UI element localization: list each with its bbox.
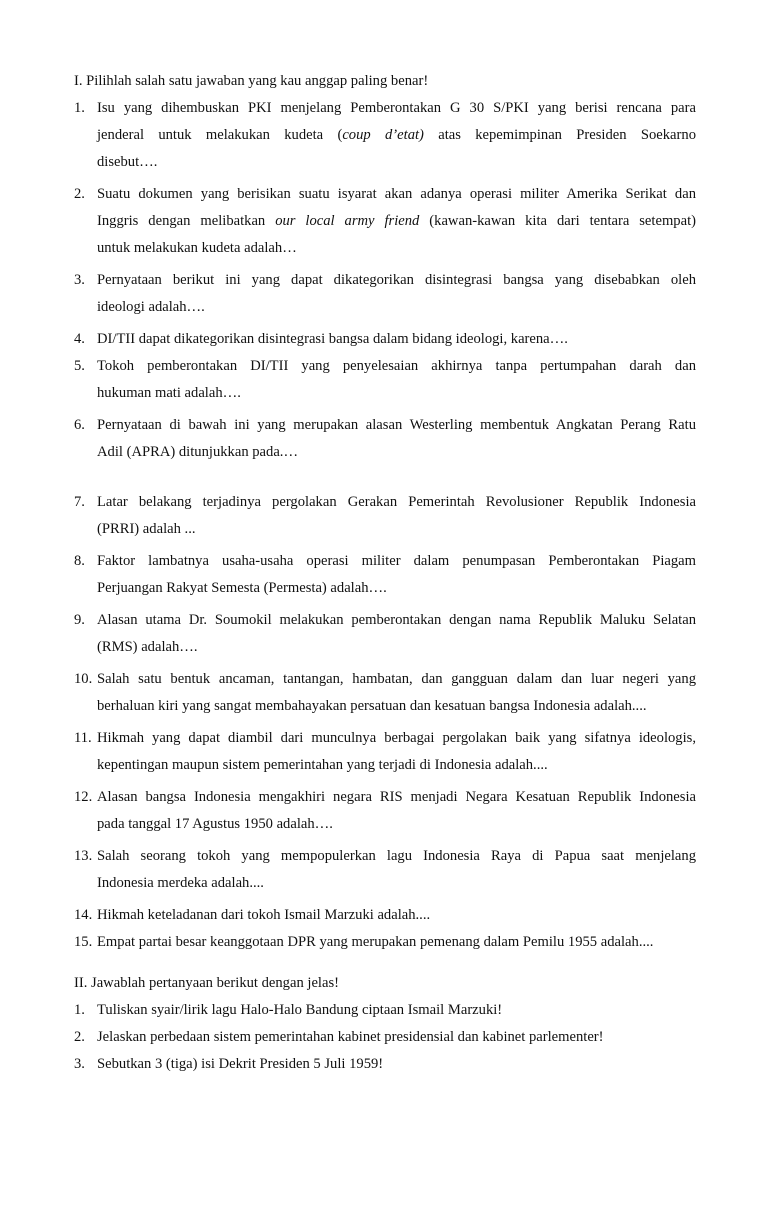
question-number: 10. [74, 671, 93, 687]
section-1-question-5 [74, 353, 696, 407]
question-text-line [97, 353, 696, 380]
text-run: Sebutkan 3 (tiga) isi Dekrit Presiden 5 Juli 1959! [97, 1056, 384, 1072]
text-run: Pernyataan di bawah ini yang merupakan alasan Westerling membentuk Angkatan Perang Ratu [97, 417, 696, 433]
section-1-question-9 [74, 607, 696, 661]
question-text-line [97, 122, 696, 149]
text-run: Alasan bangsa Indonesia mengakhiri negara RIS menjadi Negara Kesatuan Republik Indonesia [97, 789, 696, 805]
text-run: disebut…. [97, 154, 158, 170]
question-text-line [97, 294, 696, 321]
question-text-line [97, 906, 696, 924]
section-1-question-10 [74, 666, 696, 720]
question-text-line [97, 870, 696, 897]
text-run: Faktor lambatnya usaha-usaha operasi militer dalam penumpasan Pemberontakan Piagam [97, 553, 696, 569]
section-1-question-8 [74, 548, 696, 602]
question-number: 3. [74, 272, 85, 288]
question-text-line [97, 412, 696, 439]
question-number: 6. [74, 417, 85, 433]
section-1-heading: I. Pilihlah salah satu jawaban yang kau anggap paling benar! [74, 73, 429, 89]
question-text-line [97, 548, 696, 575]
section-1-question-14 [74, 906, 696, 924]
question-text-line [97, 933, 696, 951]
text-run: pada tanggal 17 Agustus 1950 adalah…. [97, 816, 333, 832]
text-run: Hikmah yang dapat diambil dari munculnya berbagai pergolakan baik yang sifatnya ideologis, [97, 730, 696, 746]
question-text-line [97, 1055, 696, 1073]
text-run: Tokoh pemberontakan DI/TII yang penyelesaian akhirnya tanpa pertumpahan darah dan [97, 358, 696, 374]
text-run: Tuliskan syair/lirik lagu Halo-Halo Bandung ciptaan Ismail Marzuki! [97, 1002, 503, 1018]
section-1-question-1 [74, 95, 696, 176]
question-text-line [97, 843, 696, 870]
text-run: ideologi adalah…. [97, 299, 205, 315]
question-text-line [97, 516, 696, 543]
text-run: Salah satu bentuk ancaman, tantangan, hambatan, dan gangguan dalam dan luar negeri yang [97, 671, 696, 687]
question-number: 2. [74, 186, 85, 202]
section-1-question-4 [74, 330, 696, 348]
text-run: untuk melakukan kudeta adalah… [97, 240, 297, 256]
section-1-question-2 [74, 181, 696, 262]
question-text-line [97, 725, 696, 752]
question-number: 2. [74, 1029, 85, 1045]
italic-term: coup d’etat) [342, 127, 424, 143]
text-run: Jelaskan perbedaan sistem pemerintahan kabinet presidensial dan kabinet parlementer! [97, 1029, 604, 1045]
text-run: Empat partai besar keanggotaan DPR yang merupakan pemenang dalam Pemilu 1955 adalah.... [97, 934, 654, 950]
question-number: 3. [74, 1056, 85, 1072]
question-text-line [97, 634, 696, 661]
question-text-line [97, 693, 696, 720]
question-number: 13. [74, 848, 93, 864]
question-text-line [97, 149, 696, 176]
section-1-question-list [74, 95, 696, 951]
section-1-question-12 [74, 784, 696, 838]
question-text-line [97, 380, 696, 407]
question-text-line [97, 575, 696, 602]
section-spacer [74, 960, 696, 974]
text-run: Hikmah keteladanan dari tokoh Ismail Marzuki adalah.... [97, 907, 431, 923]
question-text-line [97, 784, 696, 811]
question-number: 11. [74, 730, 92, 746]
text-run: Suatu dokumen yang berisikan suatu isyarat akan adanya operasi militer Amerika Serikat dan [97, 186, 696, 202]
text-run: (RMS) adalah…. [97, 639, 198, 655]
question-number: 5. [74, 358, 85, 374]
text-run: DI/TII dapat dikategorikan disintegrasi bangsa dalam bidang ideologi, karena…. [97, 331, 568, 347]
section-1-question-13 [74, 843, 696, 897]
text-run: kepentingan maupun sistem pemerintahan yang terjadi di Indonesia adalah.... [97, 757, 548, 773]
section-1-question-15 [74, 933, 696, 951]
text-run: Latar belakang terjadinya pergolakan Gerakan Pemerintah Revolusioner Republik Indonesia [97, 494, 696, 510]
text-run: Perjuangan Rakyat Semesta (Permesta) adalah…. [97, 580, 387, 596]
question-text-line [97, 1028, 696, 1046]
question-number: 7. [74, 494, 85, 510]
text-run: Pernyataan berikut ini yang dapat dikategorikan disintegrasi bangsa yang disebabkan oleh [97, 272, 696, 288]
section-2-question-3 [74, 1055, 696, 1073]
question-number: 12. [74, 789, 93, 805]
text-run: Inggris dengan melibatkan [97, 213, 276, 229]
section-1-question-7 [74, 489, 696, 543]
question-text-line [97, 489, 696, 516]
question-number: 1. [74, 100, 85, 116]
question-number: 8. [74, 553, 85, 569]
text-run: Alasan utama Dr. Soumokil melakukan pemberontakan dengan nama Republik Maluku Selatan [97, 612, 696, 628]
document-content [74, 72, 696, 1082]
question-number: 14. [74, 907, 93, 923]
question-text-line [97, 811, 696, 838]
question-number: 15. [74, 934, 93, 950]
text-run: Adil (APRA) ditunjukkan pada.… [97, 444, 299, 460]
section-1-question-3 [74, 267, 696, 321]
section-1-question-11 [74, 725, 696, 779]
question-text-line [97, 330, 696, 348]
question-text-line [97, 439, 696, 466]
question-text-line [97, 235, 696, 262]
question-number: 9. [74, 612, 85, 628]
question-number: 1. [74, 1002, 85, 1018]
question-text-line [97, 208, 696, 235]
text-run: jenderal untuk melakukan kudeta ( [97, 127, 343, 143]
question-text-line [97, 752, 696, 779]
section-2-heading: II. Jawablah pertanyaan berikut dengan jelas! [74, 975, 340, 991]
question-text-line [97, 666, 696, 693]
text-run: Isu yang dihembuskan PKI menjelang Pemberontakan G 30 S/PKI yang berisi rencana para [97, 100, 696, 116]
text-run: berhaluan kiri yang sangat membahayakan persatuan dan kesatuan bangsa Indonesia adalah.... [97, 698, 647, 714]
text-run: Indonesia merdeka adalah.... [97, 875, 264, 891]
section-1-question-6 [74, 412, 696, 466]
section-2-question-1 [74, 1001, 696, 1019]
question-text-line [97, 181, 696, 208]
text-run: hukuman mati adalah…. [97, 385, 241, 401]
question-number: 4. [74, 331, 85, 347]
section-2-question-list [74, 1001, 696, 1073]
question-text-line [97, 95, 696, 122]
text-run: Salah seorang tokoh yang mempopulerkan lagu Indonesia Raya di Papua saat menjelang [97, 848, 696, 864]
question-text-line [97, 607, 696, 634]
question-text-line [97, 1001, 696, 1019]
text-run: (kawan-kawan kita dari tentara setempat) [419, 213, 696, 229]
italic-term: our local army friend [275, 213, 420, 229]
text-run: atas kepemimpinan Presiden Soekarno [423, 127, 696, 143]
section-2-question-2 [74, 1028, 696, 1046]
question-text-line [97, 267, 696, 294]
text-run: (PRRI) adalah ... [97, 521, 196, 537]
